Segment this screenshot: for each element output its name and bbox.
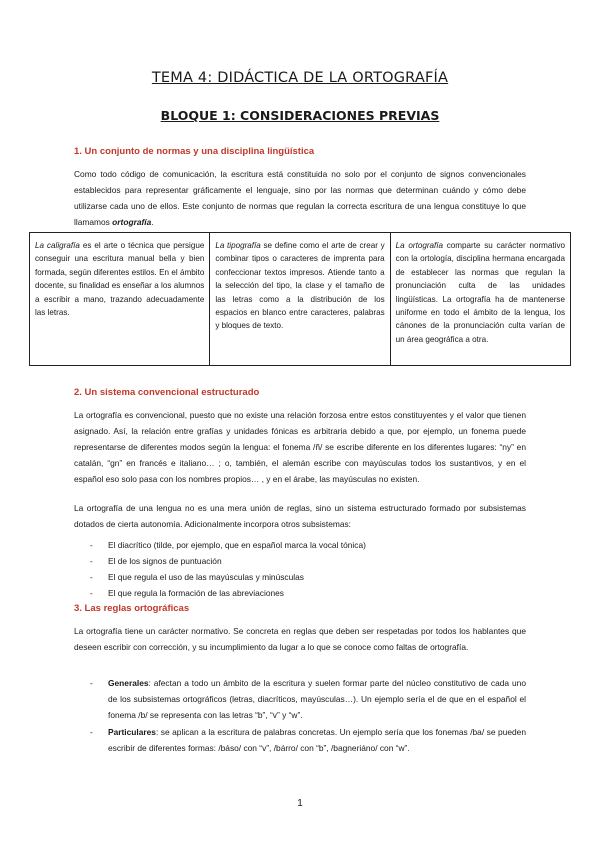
page-number: 1 [297,798,303,809]
section-1-paragraph: Como todo código de comunicación, la escritura está constituida no solo por el conjunto de signos convencionales establecidos para representar gráficamente el lenguaje, sino por las normas que determinan cuándo y cómo debe utilizarse cada uno de ellos. Este conjunto de normas que regulan la correcta escritura de una lengua constituye lo que llamamos ortografía. [74,169,526,227]
term-ortografia: ortografía [112,217,152,227]
rules-list [90,675,526,757]
table-cell-tipografia: La tipografía se define como el arte de crear y combinar tipos o caracteres de imprenta para confeccionar textos impresos. Atiende tanto a la selección del tipo, la clase y el tamaño de las letras como a la distribución de los espacios en blanco entre caracteres, palabras y bloques de texto. [210,233,390,366]
subsystems-list [90,537,526,601]
table-cell-caligrafia: La caligrafía es el arte o técnica que persigue conseguir una escritura manual bella y bien formada, según diferentes estilos. En el ámbito docente, su finalidad es enseñar a los alumnos a escribir a mano, trazando adecuadamente las letras. [30,233,210,366]
list-item: - El que regula la formación de las abreviaciones [90,585,526,601]
section-3-paragraph: La ortografía tiene un carácter normativo. Se concreta en reglas que deben ser respetadas por todos los hablantes que deseen escribir con corrección, y su incumplimiento da lugar a lo que se conoce como faltas de ortografía. [74,626,526,652]
table-cell-ortografia: La ortografía comparte su carácter normativo con la ortología, disciplina hermana encargada de establecer las normas que regulan la pronunciación culta de las unidades lingüísticas. La ortografía ha de mantenerse uniforme en todo el ámbito de la lengua, los cánones de la pronunciación culta varían de un área geográfica a otra. [390,233,570,366]
section-2-heading: 2. Un sistema convencional estructurado [74,387,260,398]
section-3-heading: 3. Las reglas ortográficas [74,603,190,614]
list-item: - El diacrítico (tilde, por ejemplo, que en español marca la vocal tónica) [90,537,526,553]
list-item: - Particulares: se aplican a la escritura de palabras concretas. Un ejemplo sería que los fonemas /ba/ se pueden escribir de diferentes formas: /báso/ con “v”, /bárro/ con “b”, /bagneriáno/ con “w”. [90,724,526,756]
section-1-heading: 1. Un conjunto de normas y una disciplina lingüística [74,146,315,157]
section-2-paragraph-1: La ortografía es convencional, puesto que no existe una relación forzosa entre estos constituyentes y el valor que tienen asignado. Así, la relación entre grafías y unidades fónicas es arbitraria debido a que, por ejemplo, un fonema puede representarse de diferentes modos según la lengua: el fonema /ñ/ se escribe diferente en los diferentes lugares: “ny” en catalán, “gn” en francés e italiano… ; o, también, el alemán escribe con mayúsculas todos los sustantivos, y en el español eso solo pasa con los nombres propios… , y en el árabe, las mayúsculas no existen. [74,410,526,484]
definitions-table [29,232,571,366]
document-title: TEMA 4: DIDÁCTICA DE LA ORTOGRAFÍA [151,70,449,86]
list-item: - Generales: afectan a todo un ámbito de la escritura y suelen formar parte del núcleo constitutivo de cada uno de los subsistemas ortográficos (letras, diacríticos, mayúsculas…). Un ejemplo sería el de que en el español el fonema /b/ se representa con las letras “b”, “v” y “w”. [90,675,526,723]
block-title: BLOQUE 1: CONSIDERACIONES PREVIAS [160,108,440,123]
list-item: - El de los signos de puntuación [90,553,526,569]
section-2-paragraph-2: La ortografía de una lengua no es una mera unión de reglas, sino un sistema estructurado formado por subsistemas dotados de cierta autonomía. Adicionalmente incorpora otros subsistemas: [74,503,526,529]
list-item: - El que regula el uso de las mayúsculas y minúsculas [90,569,526,585]
